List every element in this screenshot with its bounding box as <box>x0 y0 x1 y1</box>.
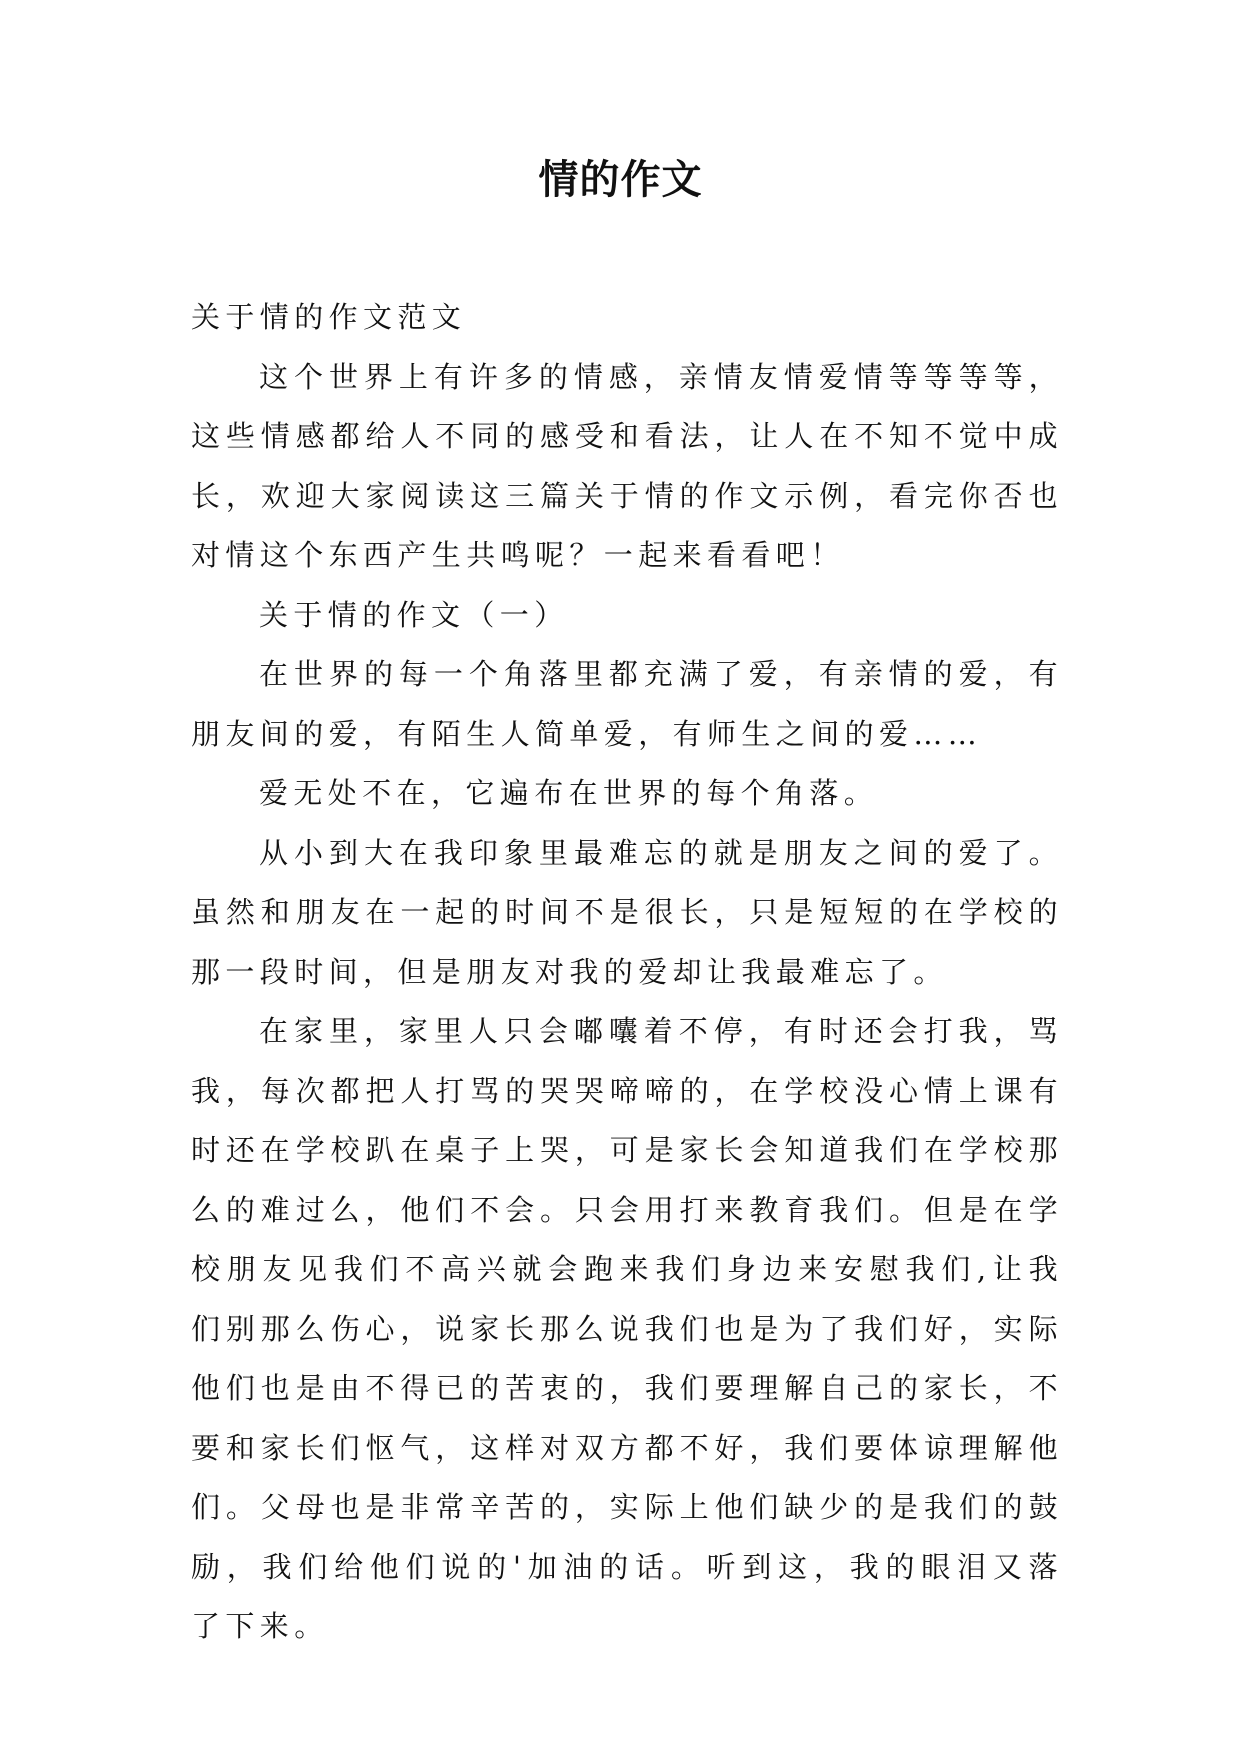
document-body <box>191 288 1063 1657</box>
paragraph: 在家里，家里人只会嘟囔着不停，有时还会打我，骂我，每次都把人打骂的哭哭啼啼的，在学校没心情上课有时还在学校趴在桌子上哭，可是家长会知道我们在学校那么的难过么，他们不会。只会用打来教育我们。但是在学校朋友见我们不高兴就会跑来我们身边来安慰我们,让我们别那么伤心，说家长那么说我们也是为了我们好，实际他们也是由不得已的苦衷的，我们要理解自己的家长，不要和家长们怄气，这样对双方都不好，我们要体谅理解他们。父母也是非常辛苦的，实际上他们缺少的是我们的鼓励，我们给他们说的'加油的话。听到这，我的眼泪又落了下来。 <box>191 1014 1063 1643</box>
paragraph-subtitle: 关于情的作文范文 <box>191 300 467 334</box>
section-heading: 关于情的作文（一） <box>259 597 569 632</box>
paragraph-intro: 这个世界上有许多的情感，亲情友情爱情等等等等，这些情感都给人不同的感受和看法，让人在不知不觉中成长，欢迎大家阅读这三篇关于情的作文示例，看完你否也对情这个东西产生共鸣呢？一起来看看吧！ <box>191 359 1063 572</box>
paragraph: 爱无处不在，它遍布在世界的每个角落。 <box>259 776 879 810</box>
paragraph: 在世界的每一个角落里都充满了爱，有亲情的爱，有朋友间的爱，有陌生人简单爱，有师生之间的爱…… <box>191 657 1063 751</box>
paragraph: 从小到大在我印象里最难忘的就是朋友之间的爱了。虽然和朋友在一起的时间不是很长，只是短短的在学校的那一段时间，但是朋友对我的爱却让我最难忘了。 <box>191 835 1063 989</box>
document-title: 情的作文 <box>538 157 703 203</box>
